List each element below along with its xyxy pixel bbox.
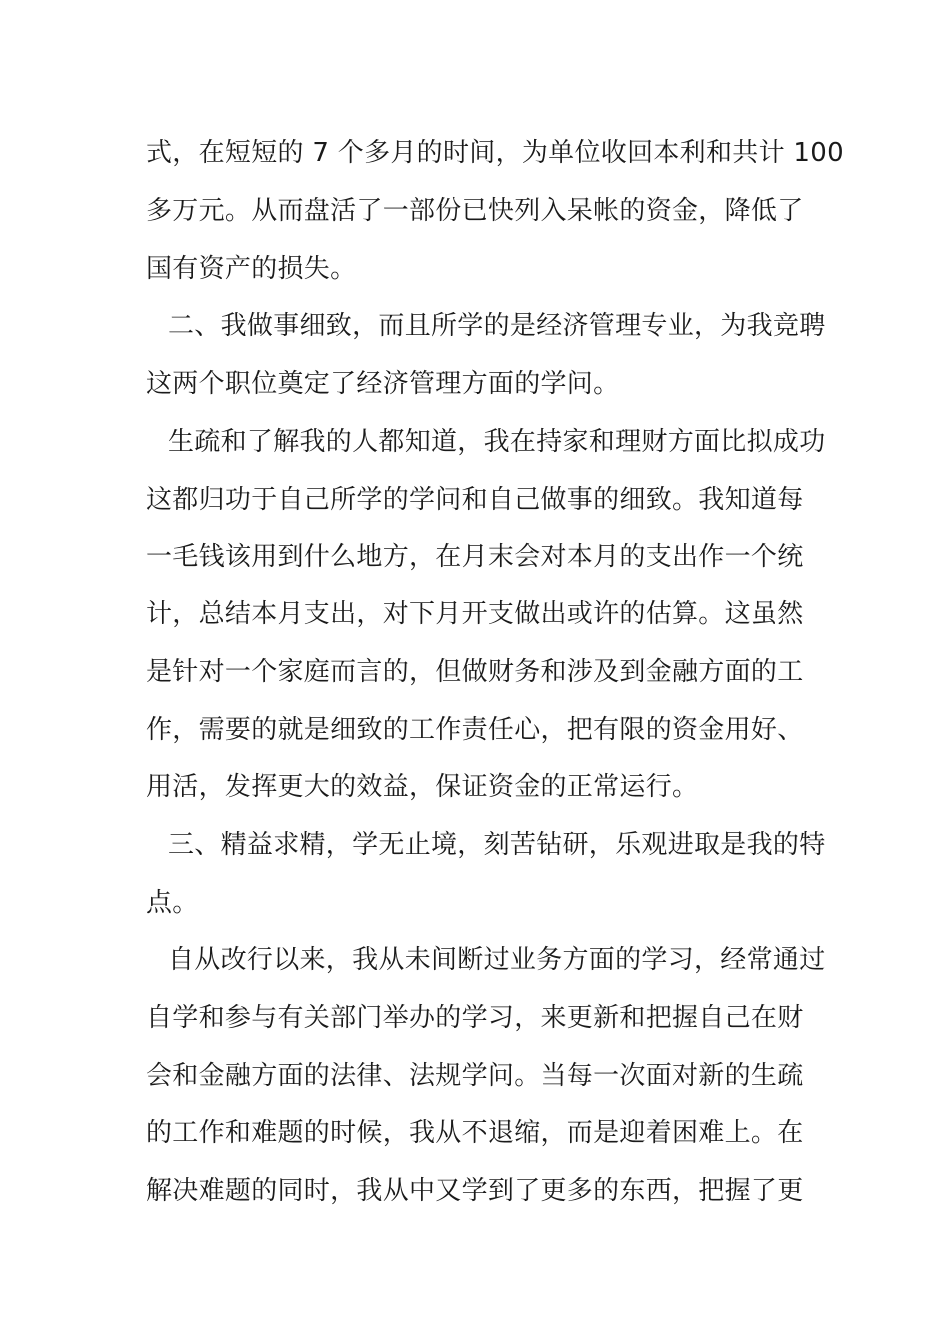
text-line: 是针对一个家庭而言的，但做财务和涉及到金融方面的工 xyxy=(146,657,804,687)
text-line: 一毛钱该用到什么地方，在月末会对本月的支出作一个统 xyxy=(146,542,804,572)
paragraph-start-line: 二、我做事细致，而且所学的是经济管理专业，为我竞聘 xyxy=(168,311,826,341)
paragraph-start-line: 自从改行以来，我从未间断过业务方面的学习，经常通过 xyxy=(168,945,826,975)
paragraph-start-line: 生疏和了解我的人都知道，我在持家和理财方面比拟成功 xyxy=(168,427,826,457)
text-line: 多万元。从而盘活了一部份已快列入呆帐的资金，降低了 xyxy=(146,196,804,226)
text-line: 国有资产的损失。 xyxy=(146,254,357,284)
text-line: 解决难题的同时，我从中又学到了更多的东西，把握了更 xyxy=(146,1176,804,1206)
text-line: 计，总结本月支出，对下月开支做出或许的估算。这虽然 xyxy=(146,599,804,629)
text-line: 点。 xyxy=(146,888,199,918)
text-line: 自学和参与有关部门举办的学习，来更新和把握自己在财 xyxy=(146,1003,804,1033)
paragraph-start-line: 三、精益求精，学无止境，刻苦钻研，乐观进取是我的特 xyxy=(168,830,826,860)
text-line: 式，在短短的 7 个多月的时间，为单位收回本利和共计 100 xyxy=(146,138,844,168)
text-line: 这两个职位奠定了经济管理方面的学问。 xyxy=(146,369,620,399)
text-line: 用活，发挥更大的效益，保证资金的正常运行。 xyxy=(146,772,699,802)
text-line: 作，需要的就是细致的工作责任心，把有限的资金用好、 xyxy=(146,715,804,745)
text-line: 会和金融方面的法律、法规学问。当每一次面对新的生疏 xyxy=(146,1061,804,1091)
text-line: 的工作和难题的时候，我从不退缩，而是迎着困难上。在 xyxy=(146,1118,804,1148)
text-line: 这都归功于自己所学的学问和自己做事的细致。我知道每 xyxy=(146,485,804,515)
